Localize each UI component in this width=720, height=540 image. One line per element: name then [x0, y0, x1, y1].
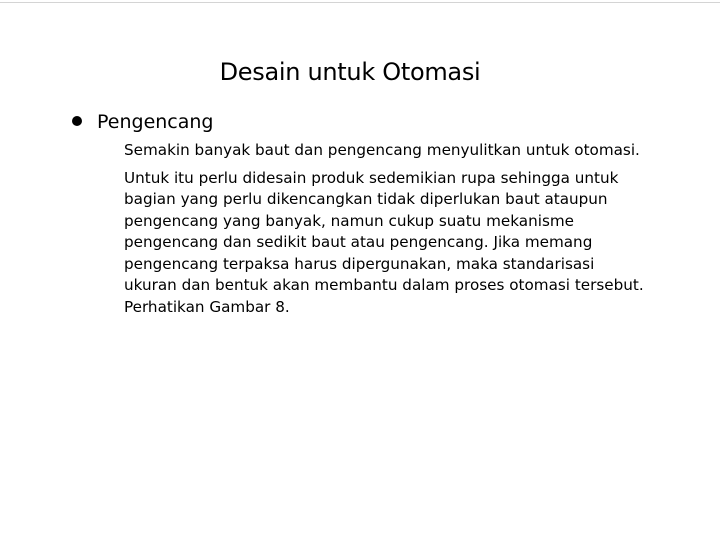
bullet-label: Pengencang	[97, 111, 214, 133]
slide-title: Desain untuk Otomasi	[219, 58, 481, 86]
paragraph: Untuk itu perlu didesain produk sedemikian rupa sehingga untuk bagian yang perlu dikencangkan tidak diperlukan baut ataupun pengencang yang banyak, namun cukup suatu mekanisme pengencang dan sedikit baut atau pengencang. Jika memang pengencang terpaksa harus dipergunakan, maka standarisasi ukuran dan bentuk akan membantu dalam proses otomasi tersebut. Perhatikan Gambar 8.	[124, 168, 644, 316]
bullet-body	[124, 140, 644, 324]
paragraph: Semakin banyak baut dan pengencang menyulitkan untuk otomasi.	[124, 141, 640, 159]
top-divider	[0, 2, 720, 3]
bullet-dot-icon	[72, 116, 82, 126]
bullet-item	[72, 111, 214, 133]
